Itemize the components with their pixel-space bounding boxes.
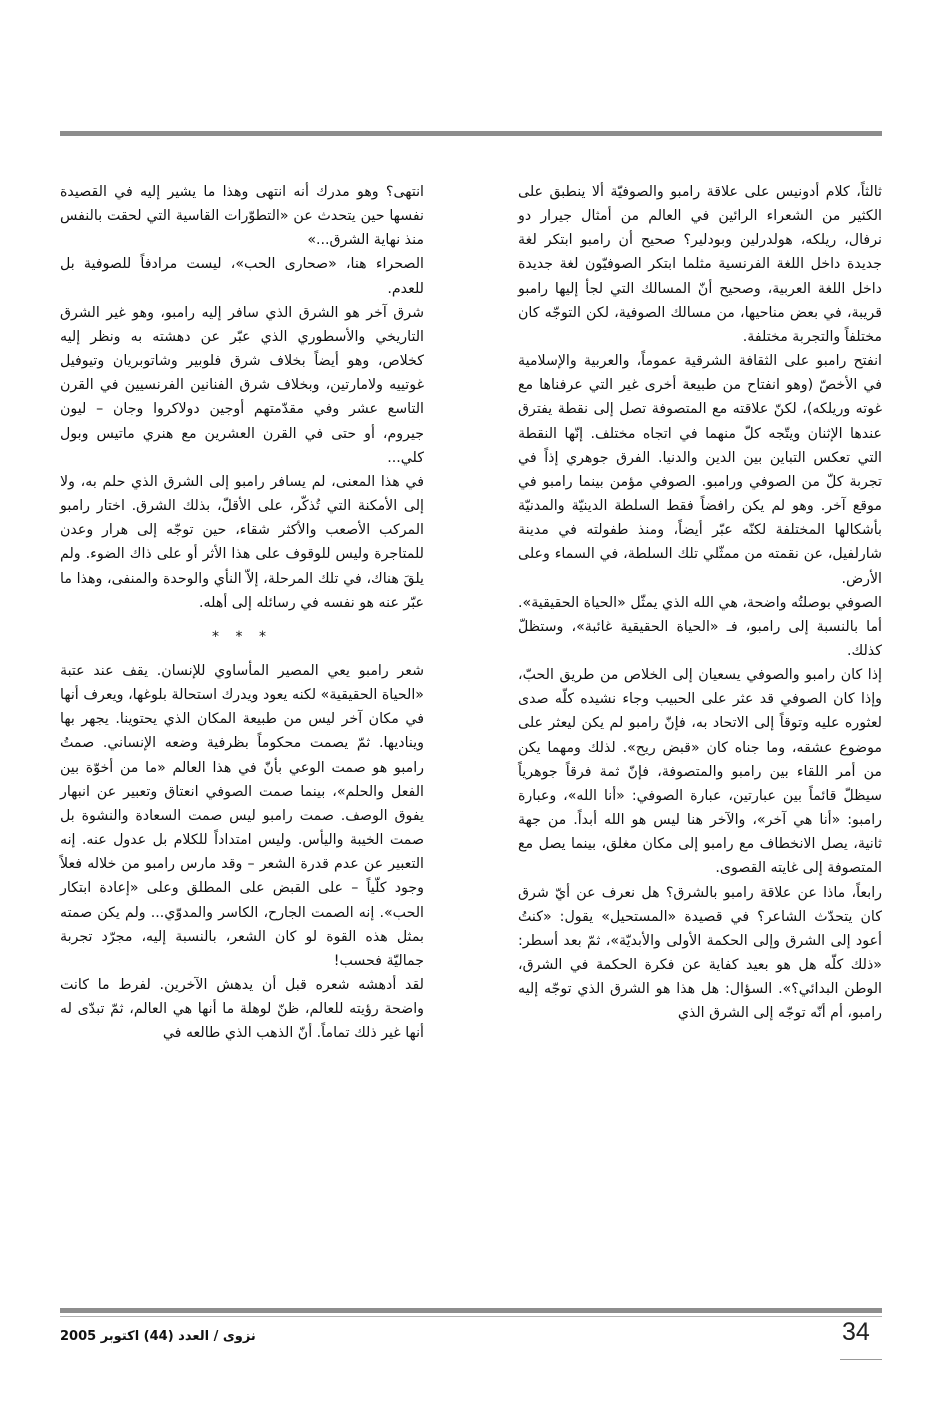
left-text-column: [60, 180, 424, 1045]
page-number-underline: [840, 1359, 882, 1360]
right-text-column: [518, 180, 882, 1025]
section-separator: * * *: [212, 628, 272, 645]
paragraph: شرق آخر هو الشرق الذي سافر إليه رامبو، وهو غير الشرق التاريخي والأسطوري الذي عبّر عن دهشته به ونظر إليه كخلاص، وهو أيضاً بخلاف شرق فلوبير وشاتوبريان وتيوفيل غوتييه ولامارتين، وبخلاف شرق الفنانين الفرنسيين في القرن التاسع عشر وفي مقدّمتهم أوجين دولاكروا وجان – ليون جيروم، أو حتى في القرن العشرين مع هنري ماتيس وبول كلي...: [60, 304, 424, 466]
bottom-rule-thin: [60, 1316, 882, 1317]
page-number: 34: [842, 1318, 870, 1346]
paragraph: لقد أدهشه شعره قبل أن يدهش الآخرين. لفرط ما كانت واضحة رؤيته للعالم، ظنّ لوهلة ما أنها هي العالم، ثمّ تبدّى له أنها غير ذلك تماماً. أنّ الذهب الذي طالعه في: [60, 977, 424, 1042]
top-rule: [60, 131, 882, 136]
issue-info: نزوى / العدد (44) اكتوبر 2005: [60, 1329, 256, 1344]
paragraph: انفتح رامبو على الثقافة الشرقية عموماً، والعربية والإسلامية في الأخصّ (وهو انفتاح من طبيعة أخرى غير التي عرفناها مع غوته وريلكه)، لكنّ علاقته مع المتصوفة تصل إلى نقطة يفترق عندها الإثنان ويتّجه كلّ منهما في اتجاه مختلف. إنّها النقطة التي تعكس التباين بين الدين والدنيا. الفرق جوهري إذاً في تجربة كلّ من الصوفي ورامبو. الصوفي مؤمن بينما رامبو في موقع آخر. وهو لم يكن رافضاً فقط السلطة الدينيّة والمدنيّة بأشكالها المختلفة لكنّه عبّر أيضاً، ومنذ طفولته في مدينة شارلفيل، عن نقمته من ممثّلي تلك السلطة، في السماء وعلى الأرض.: [518, 353, 882, 587]
paragraph: الصوفي بوصلتُه واضحة، هي الله الذي يمثّل «الحياة الحقيقية». أما بالنسبة إلى رامبو، فـ «الحياة الحقيقية غائبة»، وستظلّ كذلك.: [518, 594, 882, 659]
paragraph: إذا كان رامبو والصوفي يسعيان إلى الخلاص من طريق الحبّ، وإذا كان الصوفي قد عثر على الحبيب وجاء نشيده كلّه صدى لعثوره عليه وتوقاً إلى الاتحاد به، فإنّ رامبو لم يكن ليعثر على موضوع عشقه، وما جناه كان «قبض ريح». لذلك ومهما يكن من أمر اللقاء بين رامبو والمتصوفة، فإنّ ثمة فرقاً جوهرياً سيظلّ قائماً بين عبارتين، عبارة الصوفي: «أنا الله»، وعبارة رامبو: «أنا هي آخر»، والآخر هنا ليس هو الله أبداً. من جهة ثانية، يصل الانخطاف مع رامبو إلى مكان مغلق، بينما يصل مع المتصوفة إلى غايته القصوى.: [518, 667, 882, 877]
paragraph: شعر رامبو يعي المصير المأساوي للإنسان. يقف عند عتبة «الحياة الحقيقية» لكنه يعود ويدرك استحالة بلوغها، ويعرف أنها في مكان آخر ليس من طبيعة المكان الذي يحتوينا. يجهر بها ويناديها. ثمّ يصمت محكوماً بظرفية وضعه الإنساني. صمتُ رامبو هو صمت الوعي بأنّ في هذا العالم «ما من أخوّة بين الفعل والحلم»، بينما صمت الصوفي انعتاق وتعبير عن انبهار يفوق الوصف. صمت رامبو ليس صمت السعادة والنشوة بل صمت الخيبة واليأس. وليس امتداداً للكلام بل عدول عنه. إنه التعبير عن عدم قدرة الشعر – وقد مارس رامبو من خلاله فعلاً وجود كلّياً – على القبض على المطلق وعلى «إعادة ابتكار الحب». إنه الصمت الجارح، الكاسر والمدوّي... ولم يكن صمته بمثل هذه القوة لو كان الشعر، بالنسبة إليه، مجرّد تجربة جماليّة فحسب!: [60, 662, 424, 969]
paragraph: رابعاً، ماذا عن علاقة رامبو بالشرق؟ هل نعرف عن أيّ شرق كان يتحدّث الشاعر؟ في قصيدة «المستحيل» يقول: «كنتُ أعود إلى الشرق وإلى الحكمة الأولى والأبديّة»، ثمّ بعد أسطر: «ذلك كلّه هل هو بعيد كفاية عن فكرة الحكمة في الشرق، الوطن البدائي؟». السؤال: هل هذا هو الشرق الذي توجّه إليه رامبو، أم أنّه توجّه إلى الشرق الذي: [518, 884, 882, 1022]
paragraph: ثالثاً، كلام أدونيس على علاقة رامبو والصوفيّة ألا ينطبق على الكثير من الشعراء الرائين في العالم من أمثال جيرار دو نرفال، ريلكه، هولدرلين وبودلير؟ صحيح أن رامبو ابتكر لغة جديدة داخل اللغة الفرنسية مثلما ابتكر الصوفيّون لغة جديدة داخل اللغة العربية، وصحيح أنّ المسالك التي لجأ إليها رامبو قريبة، في بعض مناحيها، من مسالك الصوفية، لكن التوجّه كان مختلفاً والتجربة مختلفة.: [518, 184, 882, 345]
paragraph: الصحراء هنا، «صحارى الحب»، ليست مرادفاً للصوفية بل للعدم.: [60, 256, 424, 297]
paragraph: في هذا المعنى، لم يسافر رامبو إلى الشرق الذي حلم به، ولا إلى الأمكنة التي تُذكّر، على الأقلّ، بذلك الشرق. اختار رامبو المركب الأصعب والأكثر شقاء، حين توجّه إلى هرار وعدن للمتاجرة وليس للوقوف على هذا الأثر أو على ذاك الضوء. ولم يلقَ هناك، في تلك المرحلة، إلاّ النأي والوحدة والمنفى، وهذا ما عبّر عنه هو نفسه في رسائله إلى أهله.: [60, 473, 424, 611]
paragraph: انتهى؟ وهو مدرك أنه انتهى وهذا ما يشير إليه في القصيدة نفسها حين يتحدث عن «التطوّرات القاسية التي لحقت بالنفس منذ نهاية الشرق...»: [60, 184, 424, 249]
bottom-rule: [60, 1308, 882, 1313]
